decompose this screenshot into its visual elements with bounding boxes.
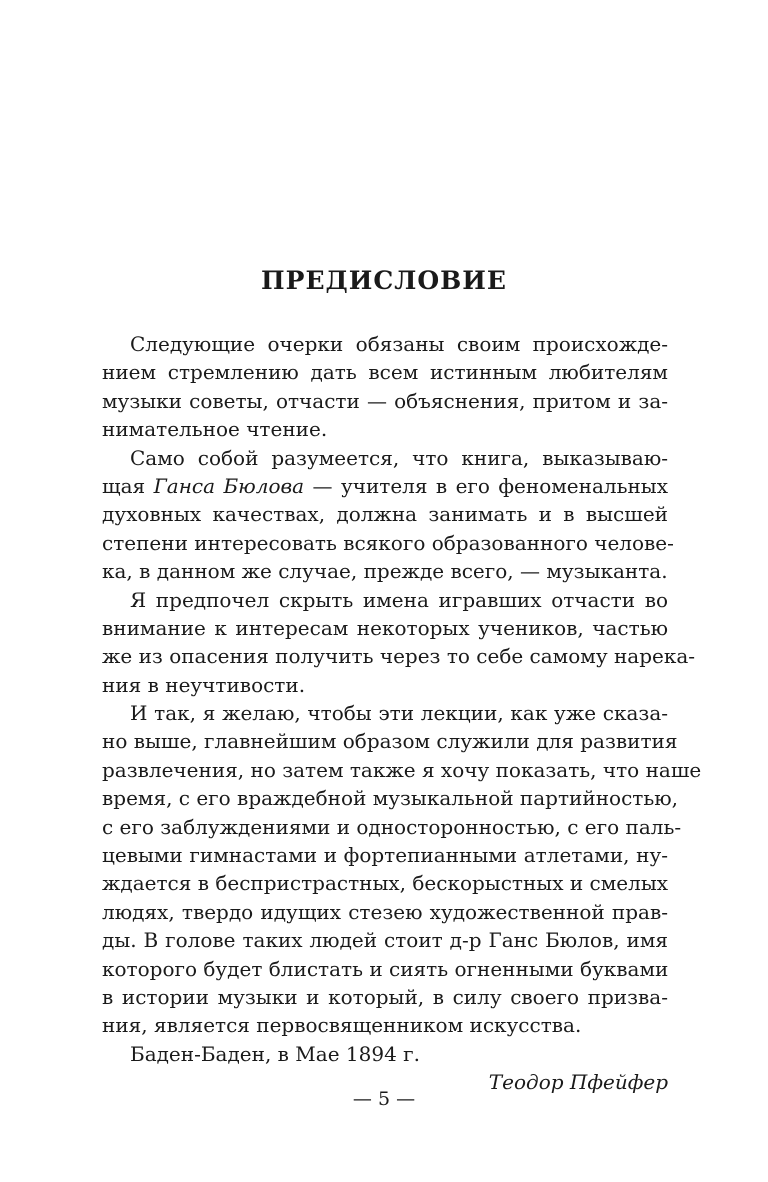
text-line-mixed xyxy=(102,472,668,500)
text-line: ка, в данном же случае, прежде всего, — музыканта. xyxy=(102,559,668,584)
text-fragment: — учителя в его феноменальных xyxy=(304,473,669,498)
text-line: Следующие очерки обязаны своим происхожде- xyxy=(130,332,668,356)
text-line: ждается в беспристрастных, бескорыстных и смелых xyxy=(102,871,669,896)
text-line: но выше, главнейшим образом служили для развития xyxy=(102,729,678,754)
page-number: — 5 — xyxy=(352,1088,416,1110)
text-line: нимательное чтение. xyxy=(102,417,328,442)
text-line: с его заблуждениями и односторонностью, с его паль- xyxy=(102,814,682,839)
text-line: Я предпочел скрыть имена игравших отчасти во xyxy=(130,587,668,612)
dateline: Баден-Баден, в Мае 1894 г. xyxy=(130,1041,420,1066)
text-line: которого будет блистать и сиять огненными буквами xyxy=(102,956,669,981)
text-line: развлечения, но затем также я хочу показать, что наше xyxy=(102,757,702,782)
text-line: И так, я желаю, чтобы эти лекции, как уже сказа- xyxy=(130,701,668,726)
text-line: же из опасения получить через то себе самому нарека- xyxy=(102,644,696,669)
text-line: духовных качествах, должна занимать и в высшей xyxy=(102,502,668,527)
text-line: цевыми гимнастами и фортепианными атлетами, ну- xyxy=(102,843,668,868)
text-line: нием стремлению дать всем истинным любителям xyxy=(102,360,668,385)
chapter-heading: ПРЕДИСЛОВИЕ xyxy=(261,266,507,295)
author-signature: Теодор Пфейфер xyxy=(488,1070,668,1095)
text-line: ния, является первосвященником искусства. xyxy=(102,1013,582,1038)
text-line: степени интересовать всякого образованного челове- xyxy=(102,530,674,555)
text-line: ды. В голове таких людей стоит д-р Ганс Бюлов, имя xyxy=(102,928,668,953)
text-line: внимание к интересам некоторых учеников, частью xyxy=(102,615,668,640)
text-line: людях, твердо идущих стезею художественной прав- xyxy=(102,899,668,924)
text-line: музыки советы, отчасти — объяснения, притом и за- xyxy=(102,388,668,413)
person-name-italic: Ганса Бюлова xyxy=(153,473,305,498)
preface-body xyxy=(102,330,702,1097)
text-fragment: щая xyxy=(102,473,154,498)
text-line: ния в неучтивости. xyxy=(102,672,306,697)
text-line: в истории музыки и который, в силу своего призва- xyxy=(102,984,668,1009)
text-line: время, с его враждебной музыкальной партийностью, xyxy=(102,786,678,811)
text-line: Само собой разумеется, что книга, выказываю- xyxy=(130,445,668,470)
